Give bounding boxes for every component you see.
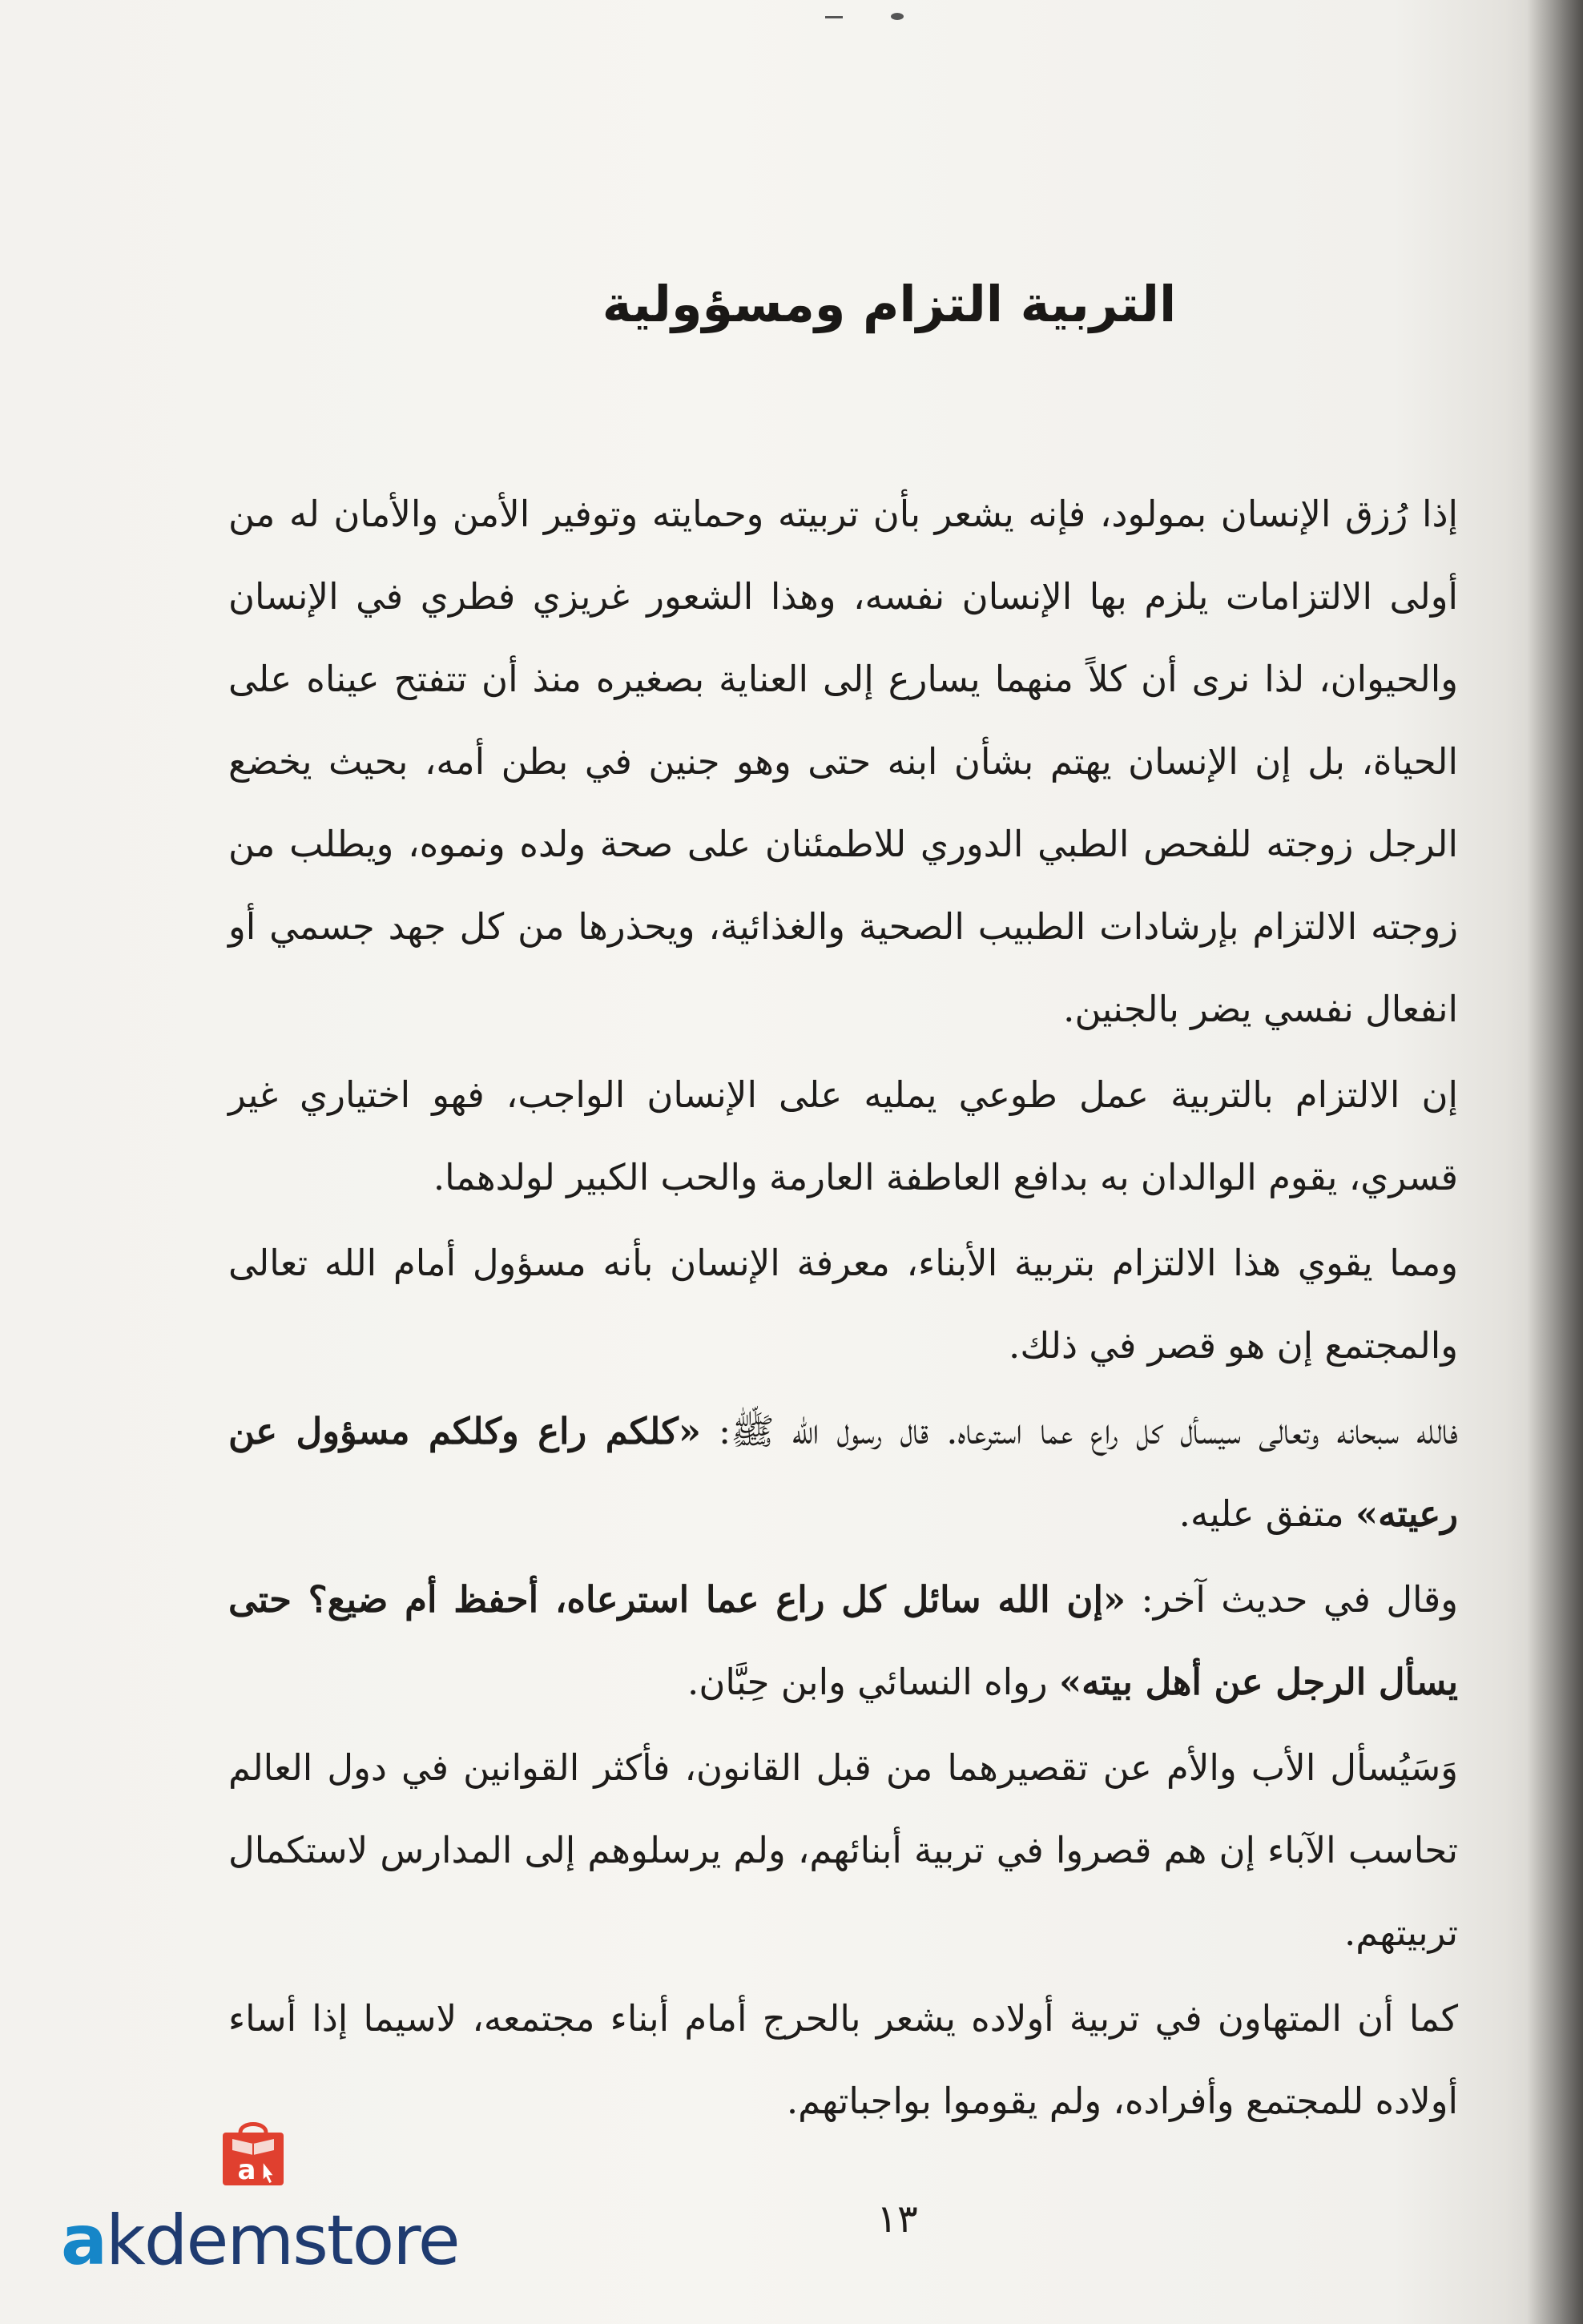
paragraph-text: وَسَيُسأل الأب والأم عن تقصيرهما من قبل القانون، فأكثر القوانين في دول العالم تحاسب الآباء إن هم قصروا في تربية أبنائهم، ولم يرسلوهم إلى المدارس لاستكمال تربيتهم. xyxy=(228,1746,1458,1954)
paragraph xyxy=(228,1558,1458,1723)
hadith-quote: «كلكم راع وكلكم مسؤول عن رعيته» xyxy=(228,1410,1458,1535)
scan-marks xyxy=(825,8,913,24)
paragraph-text: كما أن المتهاون في تربية أولاده يشعر بالحرج أمام أبناء مجتمعه، لاسيما إذا أساء أولاده للمجتمع وأفراده، ولم يقوموا بواجباتهم. xyxy=(228,1997,1458,2122)
page-title: التربية التزام ومسؤولية xyxy=(602,275,1177,333)
logo-wordmark-rest: kdemstore xyxy=(106,2201,459,2281)
logo-icon-letter: a xyxy=(237,2154,256,2186)
paragraph xyxy=(228,1726,1458,1974)
body-text xyxy=(228,473,1458,2145)
shopping-bag-book-icon xyxy=(218,2115,288,2189)
paragraph-text: إن الالتزام بالتربية عمل طوعي يمليه على الإنسان الواجب، فهو اختياري غير قسري، يقوم الوالدان به بدافع العاطفة العارمة والحب الكبير لولدهما. xyxy=(228,1073,1458,1198)
binding-shadow xyxy=(1527,0,1583,2324)
paragraph-text: رواه النسائي وابن حِبَّان. xyxy=(687,1661,1059,1703)
paragraph xyxy=(228,473,1458,1050)
logo-wordmark xyxy=(61,2197,477,2285)
paragraph xyxy=(228,1977,1458,2142)
paragraph xyxy=(228,1390,1458,1555)
hadith-quote: «إن الله سائل كل راع عما استرعاه، أحفظ أم ضيع؟ حتى يسأل الرجل عن أهل بيته» xyxy=(228,1578,1458,1703)
paragraph xyxy=(228,1222,1458,1387)
paragraph-text: وقال في حديث آخر: xyxy=(1126,1578,1459,1621)
paragraph-text: ومما يقوي هذا الالتزام بتربية الأبناء، معرفة الإنسان بأنه مسؤول أمام الله تعالى والمجتمع إن هو قصر في ذلك. xyxy=(228,1242,1458,1367)
logo-wordmark-prefix: a xyxy=(61,2201,107,2281)
page-number: ١٣ xyxy=(876,2197,918,2241)
paragraph-text: إذا رُزق الإنسان بمولود، فإنه يشعر بأن تربيته وحمايته وتوفير الأمن والأمان له من أولى الالتزامات يلزم بها الإنسان نفسه، وهذا الشعور غريزي فطري في الإنسان والحيوان، لذا نرى أن كلاً منهما يسارع إلى العناية بصغيره منذ أن تتفتح عيناه على الحياة، بل إن الإنسان يهتم بشأن ابنه حتى وهو جنين في بطن أمه، بحيث يخضع الرجل زوجته للفحص الطبي الدوري للاطمئنان على صحة ولده ونموه، ويطلب من زوجته الالتزام بإرشادات الطبيب الصحية والغذائية، ويحذرها من كل جهد جسمي أو انفعال نفسي يضر بالجنين. xyxy=(228,493,1458,1030)
paragraph xyxy=(228,1053,1458,1218)
paragraph-text: فالله سبحانه وتعالى سيسأل كل راع عما استرعاه. قال رسول الله ﷺ: xyxy=(700,1410,1459,1452)
paragraph-text: متفق عليه. xyxy=(1178,1492,1355,1535)
